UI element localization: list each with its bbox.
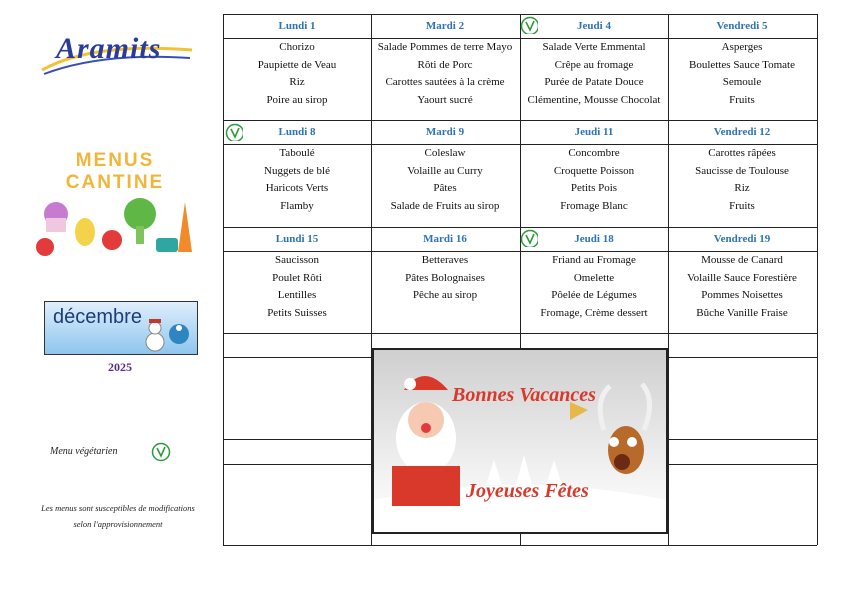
day-header: Jeudi 11 (574, 126, 614, 138)
menu-item: Salade de Fruits au sirop (390, 199, 500, 212)
menu-item: Flamby (280, 199, 314, 212)
aramits-logo (32, 22, 200, 80)
menu-item: Boulettes Sauce Tomate (689, 58, 795, 71)
menu-item: Saucisse de Toulouse (695, 164, 789, 177)
menu-item: Asperges (721, 41, 763, 53)
menu-item: Croquette Poisson (553, 164, 635, 177)
menu-item: Fromage, Crème dessert (540, 306, 648, 319)
menu-item: Pâtes (433, 182, 457, 194)
day-header: Jeudi 18 (574, 233, 614, 245)
vegetarian-icon (151, 442, 171, 462)
grid-line-horizontal (223, 545, 817, 546)
menu-item: Riz (289, 76, 305, 88)
vegetarian-legend-label: Menu végétarien (50, 446, 118, 457)
day-header: Lundi 15 (275, 233, 319, 245)
menu-item: Riz (734, 182, 750, 194)
logo-text: Aramits (56, 32, 162, 65)
month-label: décembre (53, 306, 142, 328)
menu-item: Taboulé (279, 147, 315, 159)
disclaimer-line-2: selon l'approvisionnement (73, 519, 163, 529)
fruits-vegetables-illustration (30, 192, 200, 264)
menu-item: Poulet Rôti (272, 271, 322, 284)
menu-item: Petits Suisses (267, 306, 327, 319)
menu-item: Fruits (729, 199, 755, 212)
menu-item: Salade Pommes de terre Mayo (377, 41, 513, 53)
month-banner (44, 301, 198, 355)
menu-item: Yaourt sucré (417, 93, 473, 106)
day-header: Vendredi 19 (713, 233, 771, 245)
menu-item: Rôti de Porc (417, 58, 473, 71)
disclaimer-note (22, 500, 214, 532)
menu-item: Salade Verte Emmental (542, 41, 646, 53)
menu-item: Volaille au Curry (407, 164, 483, 177)
menu-item: Pommes Noisettes (701, 289, 783, 301)
vegetarian-icon (225, 123, 243, 141)
menu-item: Chorizo (279, 41, 315, 53)
holiday-greeting-1: Bonnes Vacances (452, 384, 596, 406)
menu-item: Clémentine, Mousse Chocolat (527, 93, 661, 106)
menu-item: Crêpe au fromage (554, 58, 634, 71)
menu-item: Poire au sirop (266, 93, 328, 106)
menu-item: Haricots Verts (265, 182, 329, 194)
menu-item: Purée de Patate Douce (544, 76, 644, 88)
day-header: Mardi 2 (425, 20, 465, 32)
menu-item: Mousse de Canard (701, 254, 783, 266)
holiday-greeting-2: Joyeuses Fêtes (466, 480, 589, 502)
menu-item: Petits Pois (570, 182, 618, 194)
menu-item: Nuggets de blé (264, 164, 330, 177)
menu-item: Paupiette de Veau (257, 58, 337, 71)
vegetarian-icon (520, 16, 538, 34)
menu-item: Semoule (722, 76, 762, 88)
menu-item: Pêche au sirop (412, 289, 478, 301)
menu-item: Friand au Fromage (552, 254, 636, 266)
menu-item: Fruits (729, 93, 755, 106)
snowman-illustration-icon (141, 316, 193, 352)
menu-item: Fromage Blanc (560, 199, 628, 212)
menu-item: Concombre (568, 147, 620, 159)
menu-item: Pâtes Bolognaises (405, 271, 485, 284)
menu-item: Carottes sautées à la crème (385, 76, 505, 88)
menu-item: Betteraves (421, 254, 469, 266)
menu-item: Lentilles (277, 289, 317, 301)
holiday-card (372, 348, 668, 534)
day-header: Lundi 8 (278, 126, 316, 138)
menu-item: Pôelée de Légumes (551, 289, 637, 301)
holiday-illustration (374, 350, 666, 532)
day-header: Mardi 16 (423, 233, 467, 245)
menu-item: Volaille Sauce Forestière (687, 271, 797, 284)
disclaimer-line-1: Les menus sont susceptibles de modifications (41, 503, 195, 513)
menu-item: Saucisson (275, 254, 319, 266)
menu-item: Omelette (573, 271, 615, 284)
page-title: MENUS CANTINE (65, 150, 165, 193)
menu-item: Carottes râpées (708, 147, 776, 159)
menu-item: Bûche Vanille Fraise (696, 306, 788, 319)
day-header: Jeudi 4 (577, 20, 611, 32)
day-header: Lundi 1 (278, 20, 316, 32)
vegetarian-icon (520, 229, 538, 247)
day-header: Vendredi 12 (713, 126, 771, 138)
grid-line-vertical (817, 14, 818, 545)
menu-item: Coleslaw (424, 147, 466, 159)
day-header: Vendredi 5 (716, 20, 768, 32)
year: 2025 (108, 360, 132, 374)
day-header: Mardi 9 (425, 126, 465, 138)
